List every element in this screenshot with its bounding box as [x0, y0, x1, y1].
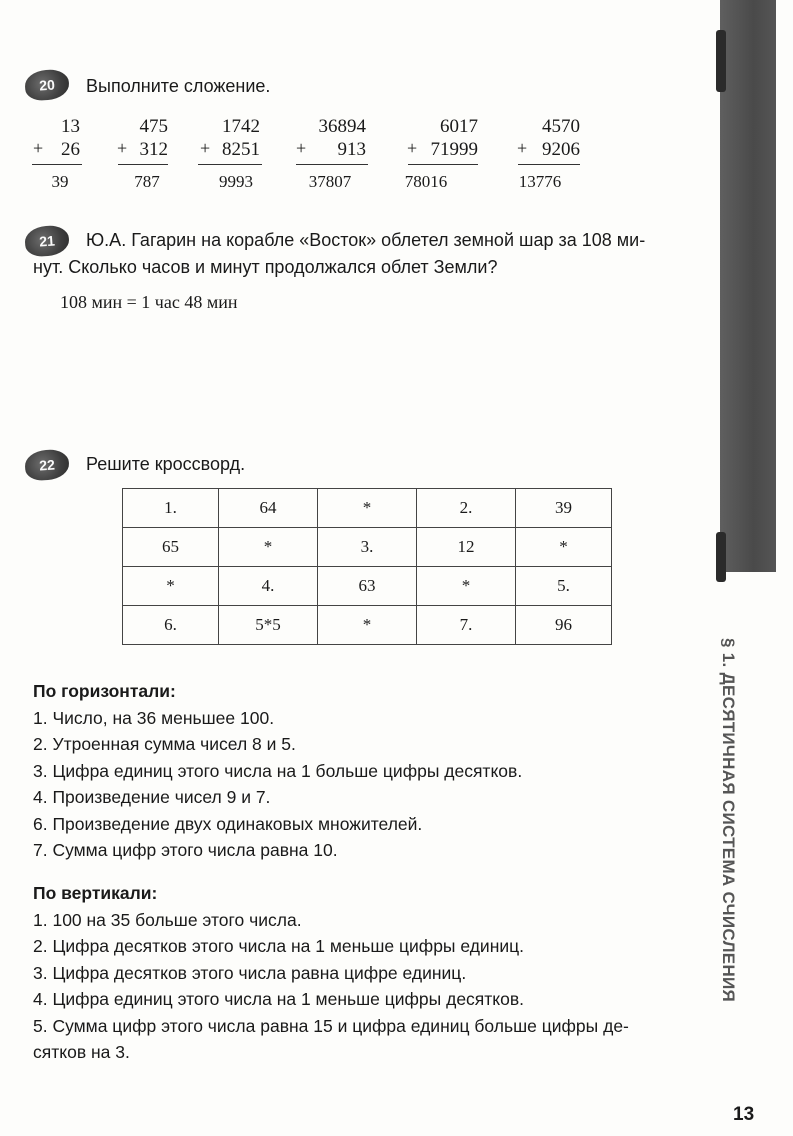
horizontal-clue: 2. Утроенная сумма чисел 8 и 5. [33, 734, 296, 754]
crossword-row [123, 606, 612, 645]
sum-result: 787 [134, 172, 160, 191]
addend-top: 6017 [440, 116, 478, 137]
crossword-cell: 65 [123, 528, 219, 567]
horizontal-clue: 3. Цифра единиц этого числа на 1 больше цифры десятков. [33, 760, 523, 781]
plus-sign: + [296, 138, 307, 158]
vertical-clues [33, 880, 629, 1066]
sum-line [518, 164, 580, 165]
crossword-grid [122, 488, 612, 645]
plus-sign: + [33, 138, 44, 158]
sum-line [118, 164, 168, 165]
crossword-row [123, 528, 612, 567]
chapter-tab-middle [716, 532, 726, 582]
vertical-clues-title: По вертикали: [33, 883, 158, 903]
horizontal-clue: 7. Сумма цифр этого числа равна 10. [33, 840, 338, 860]
crossword-cell: 5*5 [219, 606, 318, 645]
addend-top: 13 [61, 116, 80, 137]
crossword-cell: 1. [123, 489, 219, 528]
crossword-cell: 3. [318, 528, 417, 567]
addend-bottom: 8251 [222, 139, 260, 160]
addend-bottom: 312 [139, 139, 168, 160]
addend-top: 36894 [318, 116, 366, 137]
crossword-cell: 63 [318, 567, 417, 606]
sum-line [32, 164, 82, 165]
crossword-cell: * [219, 528, 318, 567]
chapter-sidebar-band [720, 0, 776, 572]
crossword-cell: * [318, 606, 417, 645]
addend-top: 475 [139, 116, 168, 137]
crossword-cell: 12 [417, 528, 516, 567]
vertical-clue: 1. 100 на 35 больше этого числа. [33, 909, 302, 930]
page-number: 13 [733, 1104, 755, 1125]
chapter-tab-top [716, 30, 726, 92]
crossword-cell: 96 [516, 606, 612, 645]
crossword-cell: 64 [219, 489, 318, 528]
crossword-cell: 5. [516, 567, 612, 606]
sum-line [198, 164, 262, 165]
task-number-badge: 22 [24, 449, 70, 482]
vertical-clue: сятков на 3. [33, 1042, 130, 1062]
crossword-row [123, 489, 612, 528]
horizontal-clue: 1. Число, на 36 меньшее 100. [33, 707, 275, 728]
vertical-clue: 4. Цифра единиц этого числа на 1 меньше цифры десятков. [33, 989, 525, 1009]
task2-answer: 108 мин = 1 час 48 мин [60, 292, 238, 312]
addend-top: 4570 [542, 116, 580, 137]
vertical-clue: 3. Цифра десятков этого числа равна цифре единиц. [33, 962, 467, 983]
vertical-clue: 5. Сумма цифр этого числа равна 15 и цифра единиц больше цифры де- [33, 1015, 629, 1036]
addend-bottom: 9206 [542, 139, 580, 160]
crossword-cell: 2. [417, 489, 516, 528]
task-number-badge: 21 [24, 225, 70, 258]
horizontal-clues-title: По горизонтали: [33, 681, 176, 701]
crossword-cell: * [318, 489, 417, 528]
plus-sign: + [117, 138, 128, 158]
crossword-cell: * [417, 567, 516, 606]
addend-bottom: 26 [61, 139, 80, 160]
crossword-cell: 4. [219, 567, 318, 606]
horizontal-clues [33, 678, 522, 864]
plus-sign: + [407, 138, 418, 158]
crossword-cell: 6. [123, 606, 219, 645]
task2-line1: Ю.А. Гагарин на корабле «Восток» облетел земной шар за 108 ми- [86, 230, 646, 250]
plus-sign: + [517, 138, 528, 158]
crossword-row [123, 567, 612, 606]
crossword-cell: * [516, 528, 612, 567]
chapter-title: § 1. ДЕСЯТИЧНАЯ СИСТЕМА СЧИСЛЕНИЯ [719, 638, 738, 1003]
horizontal-clue: 6. Произведение двух одинаковых множителей. [33, 813, 423, 834]
horizontal-clue: 4. Произведение чисел 9 и 7. [33, 787, 271, 807]
sum-result: 37807 [308, 172, 352, 191]
addend-bottom: 913 [337, 139, 366, 160]
task1-instruction: Выполните сложение. [86, 76, 271, 96]
crossword-cell: 7. [417, 606, 516, 645]
addend-bottom: 71999 [430, 139, 478, 160]
crossword-cell: 39 [516, 489, 612, 528]
sum-result: 39 [51, 172, 69, 191]
plus-sign: + [200, 138, 211, 158]
task-number-badge: 20 [24, 69, 70, 102]
sum-result: 9993 [219, 172, 253, 191]
addend-top: 1742 [222, 116, 260, 137]
sum-line [296, 164, 368, 165]
crossword-cell: * [123, 567, 219, 606]
task2-line2: нут. Сколько часов и минут продолжался облет Земли? [33, 257, 498, 277]
sum-result: 13776 [518, 172, 562, 191]
sum-line [408, 164, 478, 165]
sum-result: 78016 [404, 172, 448, 191]
task3-instruction: Решите кроссворд. [86, 454, 246, 474]
vertical-clue: 2. Цифра десятков этого числа на 1 меньше цифры единиц. [33, 936, 525, 956]
